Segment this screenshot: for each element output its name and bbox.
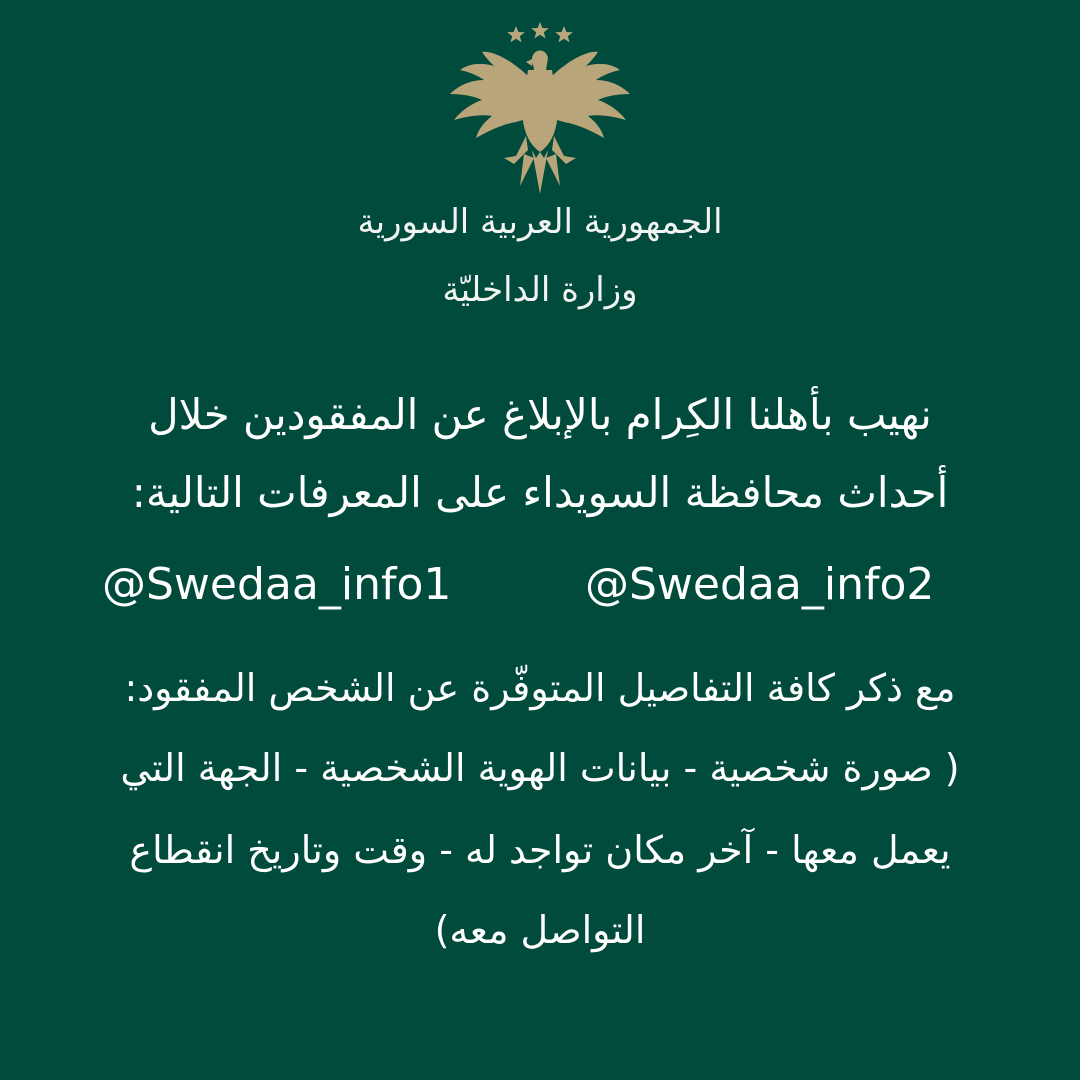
announcement-line-2: أحداث محافظة السويداء على المعرفات التالية: xyxy=(131,468,949,517)
ministry-name: وزارة الداخليّة xyxy=(442,270,638,310)
details-line-3: يعمل معها - آخر مكان تواجد له - وقت وتاريخ انقطاع xyxy=(129,828,951,872)
details-line-4: التواصل معه) xyxy=(434,908,646,952)
details-line-2: ( صورة شخصية - بيانات الهوية الشخصية - الجهة التي xyxy=(120,746,960,790)
star-icon xyxy=(555,26,573,42)
country-name: الجمهورية العربية السورية xyxy=(357,202,723,242)
star-icon xyxy=(507,26,525,42)
announcement-line-1: نهيب بأهلنا الكِرام بالإبلاغ عن المفقودين خلال xyxy=(148,390,932,439)
eagle-emblem-icon xyxy=(420,18,660,198)
handle-swedaa-info2: @Swedaa_info2 xyxy=(585,559,935,610)
star-icon xyxy=(531,22,549,38)
details-line-1: مع ذكر كافة التفاصيل المتوفّرة عن الشخص المفقود: xyxy=(124,666,956,710)
handle-swedaa-info1: @Swedaa_info1 xyxy=(102,559,452,610)
